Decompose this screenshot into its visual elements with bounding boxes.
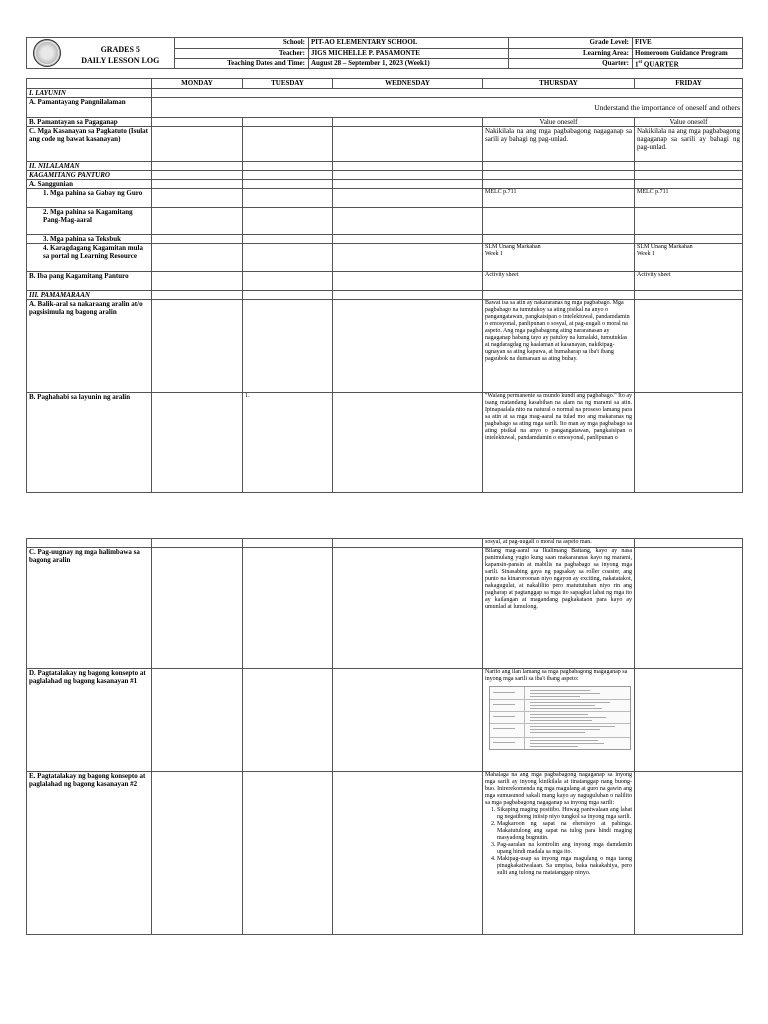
row-iba-pang-kagamitan: B. Iba pang Kagamitang Panturo — [27, 272, 152, 291]
list-item: 4. Makipag-usap sa inyong mga magulang o mga taong pinagkakatiwalaan. Sa umpisa, baka nakakahiya, pero sulit ang tulong na matatanggap ninyo. — [497, 856, 632, 877]
row-teksbuk: 3. Mga pahina sa Teksbuk — [27, 235, 152, 244]
deped-seal-logo — [33, 39, 61, 67]
title-cell — [67, 38, 175, 69]
row-paghahabi-sa-layunin: B. Paghahabi sa layunin ng aralin — [27, 393, 152, 493]
pagtatalakay-1-cell — [483, 669, 635, 772]
day-monday: MONDAY — [152, 79, 243, 89]
competency-thu: Nakikilala na ang mga pagbabagong nagaganap sa sarili ay bahagi ng pag-unlad. — [483, 127, 635, 162]
header-table — [26, 37, 743, 69]
school-value: PIT-AO ELEMENTARY SCHOOL — [309, 38, 509, 49]
competency-fri: Nakikilala na ang mga pagbabagong nagaganap sa sarili ay bahagi ng pag-unlad. — [635, 127, 743, 162]
row-pamantayan-sa-pagaganap: B. Pamantayan sa Pagaganap — [27, 118, 152, 127]
list-item: 3. Pag-aaralan na kontrolin ang inyong mga damdamin upang hindi madala sa mga ito. — [497, 842, 632, 856]
row-pamantayang-pangnilalaman: A. Pamantayang Pangnilalaman — [27, 98, 152, 118]
melc-fri: MELC p.711 — [635, 189, 743, 208]
quarter-label: Quarter: — [509, 59, 633, 69]
row-balik-aral: A. Balik-aral sa nakaraang aralin at/o pagsisimula ng bagong aralin — [27, 300, 152, 393]
performance-standard-thu: Value oneself — [483, 118, 635, 127]
dates-label: Teaching Dates and Time: — [175, 59, 309, 69]
section-kagamitang-panturo: KAGAMITANG PANTURO — [27, 171, 152, 180]
pag-uugnay-text: Bilang mag-aaral sa Ikalimang Baitang, kayo ay nasa panimulang yugto kung saan makararanas kayo ng marami, kapansin-pansin at mabilis na pagbabago sa inyong mga sarili. Sinasabing gaya ng pagsakay sa roller coaster, ang punto na kinaroroonan niyo ngayon ay exciting, nakatatakot, nakagugulat, at nakalilito pero matututuhan niyo rin ang pagharap at pagtanggap sa mga ito sapagkat lahat ng mga ito ay kailangan at magandang pagkakataon para kayo ay umunlad at lumulong. — [483, 548, 635, 669]
continued-text: sosyal, at pag-uugali o moral na aspeto man. — [483, 539, 635, 548]
section-pamamaraan: III. PAMAMARAAN — [27, 291, 152, 300]
teacher-label: Teacher: — [175, 49, 309, 59]
performance-standard-fri: Value oneself — [635, 118, 743, 127]
row-pagtatalakay-1: D. Pagtatalakay ng bagong konsepto at paglalahad ng bagong kasanayan #1 — [27, 669, 152, 772]
row-gabay-ng-guro: 1. Mga pahina sa Gabay ng Guro — [27, 189, 152, 208]
dates-value: August 28 – September 1, 2023 (Week1) — [309, 59, 509, 69]
paghahabi-tuesday: 1. — [243, 393, 333, 493]
content-standard: Understand the importance of oneself and others — [152, 98, 743, 118]
lesson-table-continued — [26, 538, 743, 935]
day-friday: FRIDAY — [635, 79, 743, 89]
daily-lesson-log-title: DAILY LESSON LOG — [81, 56, 160, 65]
grade-level-label: Grade Level: — [509, 38, 633, 49]
recommendations-list — [485, 807, 632, 877]
quarter-ordinal: st — [638, 60, 643, 65]
activity-sheet-fri: Activity sheet — [635, 272, 743, 291]
slm-week: Week 1 — [485, 251, 504, 258]
list-item: 1. Sikaping maging positibo. Huwag paniwalaan ang lahat ng negatibong iniisip niyo tungkol sa inyong mga sarili. — [497, 807, 632, 821]
activity-sheet-thu: Activity sheet — [483, 272, 635, 291]
quarter-number: 1 — [635, 60, 639, 69]
quarter-value — [633, 59, 743, 69]
row-pagtatalakay-2: E. Pagtatalakay ng bagong konsepto at paglalahad ng bagong kasanayan #2 — [27, 772, 152, 935]
teacher-value: JIGS MICHELLE P. PASAMONTE — [309, 49, 509, 59]
slm-week: Week 1 — [637, 251, 656, 258]
day-tuesday: TUESDAY — [243, 79, 333, 89]
lesson-log-page-1 — [26, 37, 742, 493]
lesson-table — [26, 78, 743, 493]
learning-area-label: Learning Area: — [509, 49, 633, 59]
section-layunin: I. LAYUNIN — [27, 89, 152, 98]
learning-area-value: Homeroom Guidance Program — [633, 49, 743, 59]
pagtatalakay-2-intro: Mahalaga na ang mga pagbabagong nagaganap sa inyong mga sarili ay inyong kinikilala at tinatanggap nang buong-buo. Inirerekomenda ng mga magulang at guro na gawin ang mga sumusunod sakali mang kayo ay naguguluhan o nalilito sa mga pagbabagong nagaganap sa inyong mga sarili: — [485, 772, 632, 806]
slm-fri — [635, 244, 743, 272]
slm-title: SLM Unang Markahan — [637, 244, 693, 251]
days-header-row — [27, 79, 743, 89]
school-label: School: — [175, 38, 309, 49]
row-pag-uugnay: C. Pag-uugnay ng mga halimbawa sa bagong aralin — [27, 548, 152, 669]
deped-seal-cell — [27, 38, 67, 69]
lesson-log-page-2 — [26, 538, 742, 935]
day-wednesday: WEDNESDAY — [333, 79, 483, 89]
row-karagdagang-kagamitan: 4. Karagdagang Kagamitan mula sa portal ng Learning Resource — [27, 244, 152, 272]
slm-title: SLM Unang Markahan — [485, 244, 541, 251]
day-thursday: THURSDAY — [483, 79, 635, 89]
pagtatalakay-1-text: Narito ang ilan lamang sa mga pagbabagong magaganap sa inyong mga sarili sa iba't ibang aspeto: — [485, 669, 628, 682]
balik-aral-text: Bawat isa sa atin ay nakararanas ng mga pagbabago. Mga pagbabago na tumutukoy sa ating pisikal na anyo o pangangatawan, pangkaisipan o intelektuwal, pandamdamin o emosyonal, panlipunan o sosyal, at pag-uugali o moral na aspeto. Ang mga pagbabagong ating nararanasan ay nagaganap habang tayo ay patuloy na lumalaki, tumutuklas at nagdaragdag ng kaalaman at kasanayan, nakikipag-ugnayan sa ating kapuwa, at humaharap sa iba't ibang pagsubok na dumaraan sa ating buhay. — [483, 300, 635, 393]
melc-thu: MELC p.711 — [483, 189, 635, 208]
row-sanggunian: A. Sanggunian — [27, 180, 152, 189]
grades-title: GRADES 5 — [100, 45, 140, 54]
paghahabi-text: "Walang permanente sa mundo kundi ang pagbabago." Ito ay isang matandang kasabihan na alam na ng marami sa atin. Ipinapaalala nito na natural o normal na proseso lamang para sa atin at sa mga mag-aaral na tulad mo ang makaranas ng pagbabago sa ating mga sarili. Ito man ay mga pagbabago sa ating pisikal na anyo o pangangatawan, pangkaisipan o intelektuwal, pandamdamin o emosyonal, panlipunan o — [483, 393, 635, 493]
changes-table-image — [489, 686, 631, 750]
slm-thu — [483, 244, 635, 272]
pagtatalakay-2-cell — [483, 772, 635, 935]
section-nilalaman: II. NILALAMAN — [27, 162, 152, 171]
row-mga-kasanayan: C. Mga Kasanayan sa Pagkatuto (Isulat ang code ng bawat kasanayan) — [27, 127, 152, 162]
quarter-text: QUARTER — [642, 60, 679, 69]
grade-level-value: FIVE — [633, 38, 743, 49]
list-item: 2. Magkaroon ng sapat na ehersisyo at pahinga. Makatutulong ang sapat na tulog para hindi maging masyadong bugnutin. — [497, 821, 632, 842]
row-kagamitang-pang-mag-aaral: 2. Mga pahina sa Kagamitang Pang-Mag-aaral — [27, 208, 152, 235]
